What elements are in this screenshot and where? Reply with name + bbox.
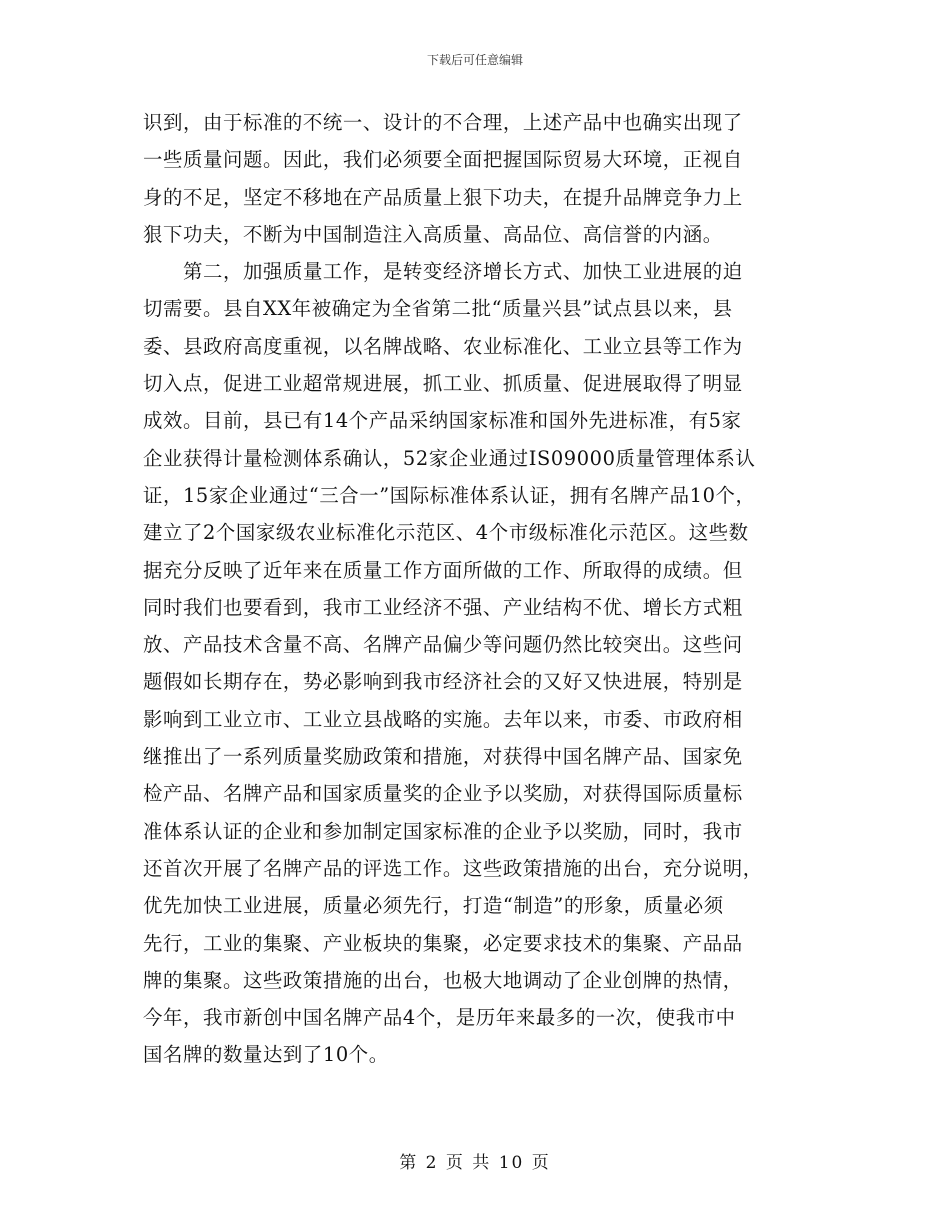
text-line: 题假如长期存在，势必影响到我市经济社会的又好又快进展，特别是	[143, 670, 743, 694]
paragraph-start-line: 第二，加强质量工作，是转变经济增长方式、加快工业进展的迫	[183, 260, 743, 284]
text-line: 准体系认证的企业和参加制定国家标准的企业予以奖励，同时，我市	[143, 819, 743, 843]
text-line: 还首次开展了名牌产品的评选工作。这些政策措施的出台，充分说明，	[143, 856, 763, 880]
text-line: 同时我们也要看到，我市工业经济不强、产业结构不优、增长方式粗	[143, 595, 743, 619]
text-line: 狠下功夫，不断为中国制造注入高质量、高品位、高信誉的内涵。	[143, 222, 723, 246]
text-line: 检产品、名牌产品和国家质量奖的企业予以奖励，对获得国际质量标	[143, 782, 743, 806]
text-line: 委、县政府高度重视，以名牌战略、农业标准化、工业立县等工作为	[143, 334, 743, 358]
text-line: 优先加快工业进展，质量必须先行，打造“制造”的形象，质量必须	[143, 894, 724, 918]
text-line: 身的不足，坚定不移地在产品质量上狠下功夫，在提升品牌竞争力上	[143, 185, 743, 209]
text-line: 今年，我市新创中国名牌产品4个，是历年来最多的一次，使我市中	[143, 1006, 736, 1030]
text-line: 影响到工业立市、工业立县战略的实施。去年以来，市委、市政府相	[143, 707, 743, 731]
text-line: 国名牌的数量达到了10个。	[143, 1043, 389, 1067]
text-line: 切入点，促进工业超常规进展，抓工业、抓质量、促进展取得了明显	[143, 372, 743, 396]
text-line: 成效。目前，县已有14个产品采纳国家标准和国外先进标准，有5家	[143, 409, 742, 433]
text-line: 建立了2个国家级农业标准化示范区、4个市级标准化示范区。这些数	[143, 521, 749, 545]
text-line: 识到，由于标准的不统一、设计的不合理，上述产品中也确实出现了	[143, 111, 743, 134]
text-line: 继推出了一系列质量奖励政策和措施，对获得中国名牌产品、国家免	[143, 745, 743, 769]
page-header-note: 下载后可任意编辑	[426, 53, 523, 67]
document-body	[143, 104, 811, 1074]
text-line: 企业获得计量检测体系确认，52家企业通过IS09000质量管理体系认	[143, 446, 756, 470]
text-line: 据充分反映了近年来在质量工作方面所做的工作、所取得的成绩。但	[143, 558, 743, 582]
text-line: 切需要。县自XX年被确定为全省第二批“质量兴县”试点县以来，县	[143, 297, 733, 321]
text-line: 牌的集聚。这些政策措施的出台，也极大地调动了企业创牌的热情，	[143, 968, 743, 992]
text-line: 先行，工业的集聚、产业板块的集聚，必定要求技术的集聚、产品品	[143, 931, 743, 955]
page-number: 第 2 页 共 10 页	[399, 1153, 551, 1173]
text-line: 放、产品技术含量不高、名牌产品偏少等问题仍然比较突出。这些问	[143, 633, 743, 657]
text-line: 证，15家企业通过“三合一”国际标准体系认证，拥有名牌产品10个，	[143, 483, 756, 507]
text-line: 一些质量问题。因此，我们必须要全面把握国际贸易大环境，正视自	[143, 148, 743, 172]
